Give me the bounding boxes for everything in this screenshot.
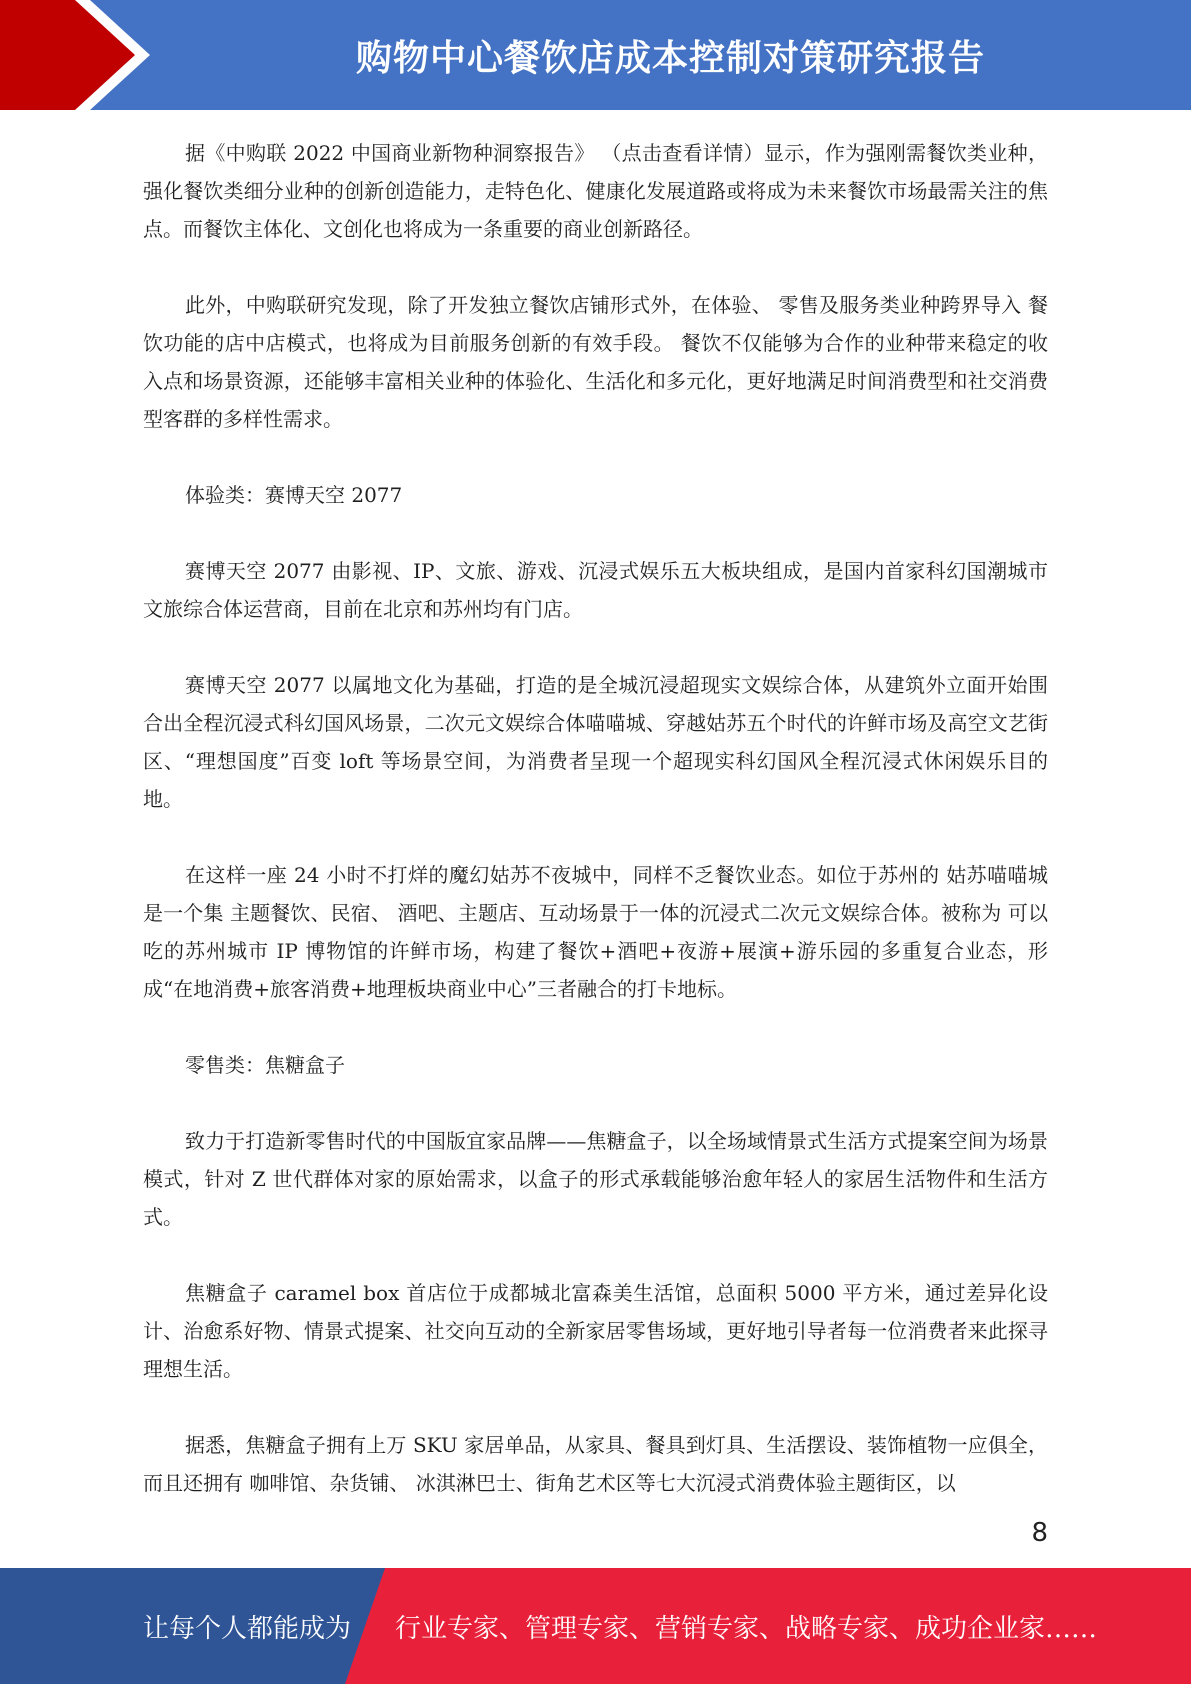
paragraph-5: 赛博天空 2077 以属地文化为基础，打造的是全城沉浸超现实文娱综合体，从建筑外立面开始围合出全程沉浸式科幻国风场景，二次元文娱综合体喵喵城、穿越姑苏五个时代的许鲜市场及高空文艺街区、“理想国度”百变 loft 等场景空间，为消费者呈现一个超现实科幻国风全程沉浸式休闲娱乐目的地。	[143, 673, 1048, 811]
paragraph-10: 据悉，焦糖盒子拥有上万 SKU 家居单品，从家具、餐具到灯具、生活摆设、装饰植物一应俱全，而且还拥有 咖啡馆、杂货铺、 冰淇淋巴士、街角艺术区等七大沉浸式消费体验主题街区，以	[143, 1433, 1048, 1495]
paragraph-6: 在这样一座 24 小时不打烊的魔幻姑苏不夜城中，同样不乏餐饮业态。如位于苏州的 姑苏喵喵城是一个集 主题餐饮、民宿、 酒吧、主题店、互动场景于一体的沉浸式二次元文娱综合体。被称为 可以吃的苏州城市 IP 博物馆的许鲜市场，构建了餐饮+酒吧+夜游+展演+游乐园的多重复合业态，形成“在地消费+旅客消费+地理板块商业中心”三者融合的打卡地标。	[143, 863, 1048, 1001]
footer-banner	[0, 1568, 1191, 1684]
paragraph-1-text-a: 据《中购联 2022 中国商业新物种洞察报告》	[185, 141, 602, 165]
section-heading-retail: 零售类：焦糖盒子	[185, 1053, 345, 1077]
paragraph-2: 此外，中购联研究发现，除了开发独立餐饮店铺形式外，在体验、 零售及服务类业种跨界导入 餐饮功能的店中店模式，也将成为目前服务创新的有效手段。 餐饮不仅能够为合作的业种带来稳定的收入点和场景资源，还能够丰富相关业种的体验化、生活化和多元化，更好地满足时间消费型和社交消费型客群的多样性需求。	[143, 293, 1048, 431]
footer-slogan-right: 行业专家、管理专家、营销专家、战略专家、成功企业家……	[395, 1613, 1098, 1644]
paragraph-9: 焦糖盒子 caramel box 首店位于成都城北富森美生活馆，总面积 5000 平方米，通过差异化设计、治愈系好物、情景式提案、社交向互动的全新家居零售场域，更好地引导者每一位消费者来此探寻理想生活。	[143, 1281, 1048, 1381]
header-banner	[0, 0, 1191, 110]
page-number: 8	[1031, 1518, 1048, 1548]
paragraph-8: 致力于打造新零售时代的中国版宜家品牌——焦糖盒子，以全场域情景式生活方式提案空间为场景模式，针对 Z 世代群体对家的原始需求，以盒子的形式承载能够治愈年轻人的家居生活物件和生活方式。	[143, 1129, 1048, 1229]
page-title: 购物中心餐饮店成本控制对策研究报告	[355, 37, 985, 79]
paragraph-1-text-b: 显示，作为强刚需餐饮类业种，强化餐饮类细分业种的创新创造能力，走特色化、健康化发展道路或将成为未来餐饮市场最需关注的焦点。而餐饮主体化、文创化也将成为一条重要的商业创新路径。	[143, 141, 1049, 241]
article-body	[143, 134, 1048, 1540]
section-heading-experience: 体验类：赛博天空 2077	[185, 483, 403, 507]
paragraph-1	[143, 134, 1048, 248]
paragraph-4: 赛博天空 2077 由影视、IP、文旅、游戏、沉浸式娱乐五大板块组成，是国内首家科幻国潮城市文旅综合体运营商，目前在北京和苏州均有门店。	[143, 559, 1048, 621]
report-detail-link[interactable]: （点击查看详情）	[601, 141, 764, 165]
footer-slogan-left: 让每个人都能成为	[143, 1613, 352, 1644]
